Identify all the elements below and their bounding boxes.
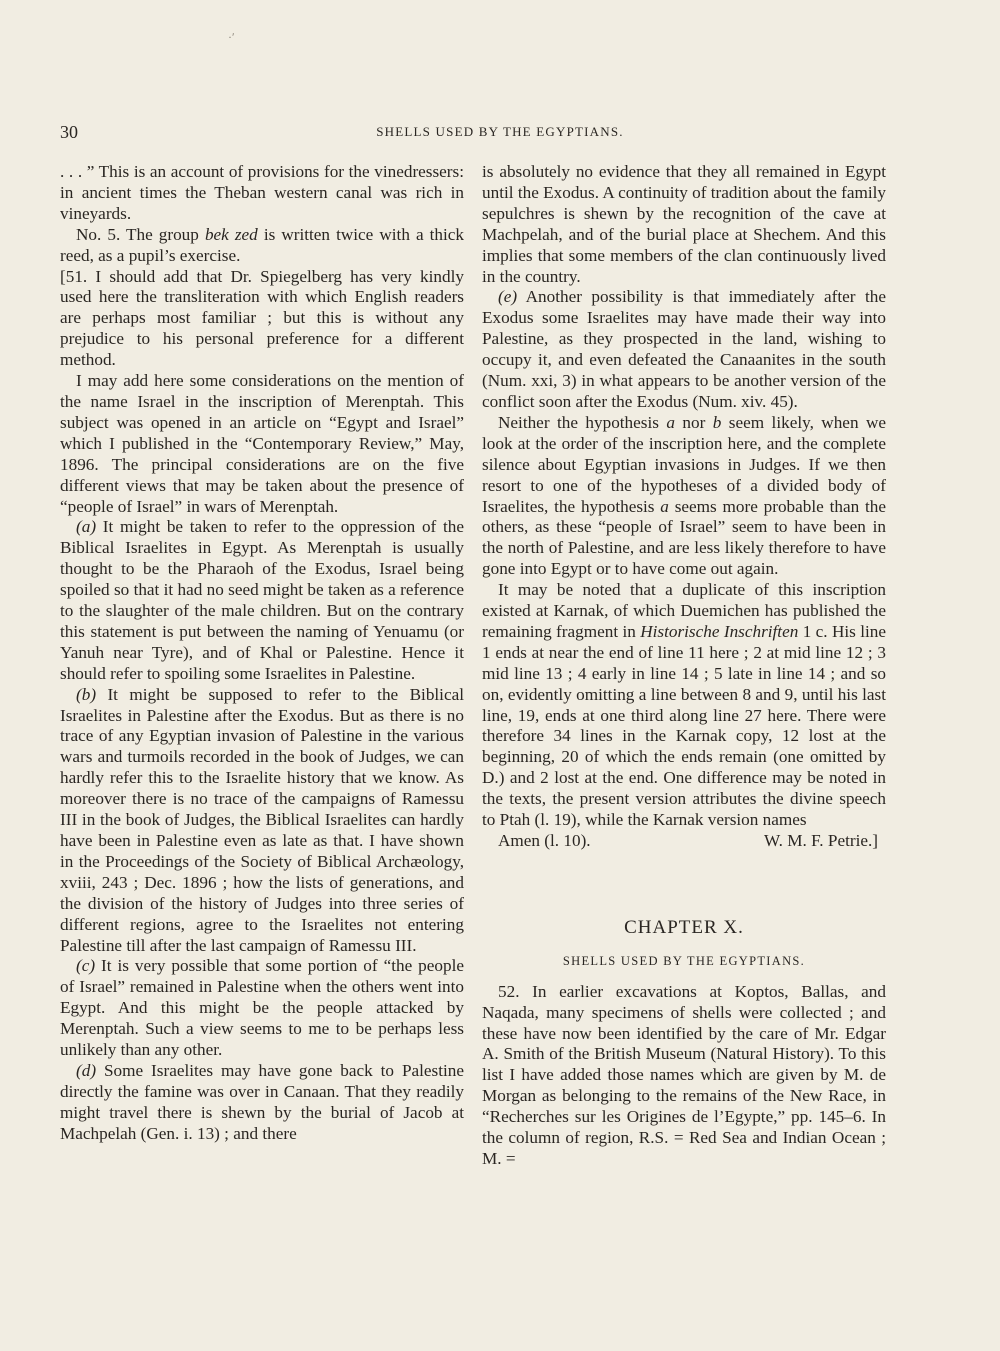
paragraph-hypothesis-a xyxy=(60,517,464,684)
paragraph-provisions: . . . ” This is an account of provisions for the vinedressers: in ancient times the Theban western canal was rich in vineyards. xyxy=(60,162,464,223)
left-column xyxy=(60,162,464,1145)
text-run: It might be supposed to refer to the Biblical Israelites in Palestine after the Exodus. But as there is no trace of any Egyptian invasion of Palestine in the various wars and turmoils recorded in the book of Judges, we can hardly refer this to the Israelite history that we know. As moreover there is no trace of the campaigns of Ramessu III in the book of Judges, the Biblical Israelites can hardly have been in Palestine even as late as that. I have shown in the Proceedings of the Society of Biblical Archæology, xviii, 243 ; Dec. 1896 ; how the lists of generations, and the division of the history of Judges into three series of different regions, agree to the Israelites not entering Palestine till after the last campaign of Ramessu III. xyxy=(60,684,464,955)
hypothesis-label: (e) xyxy=(498,287,518,307)
text-run: Amen (l. 10). xyxy=(498,831,591,850)
hypothesis-label: (b) xyxy=(76,684,97,704)
page-header xyxy=(60,122,940,144)
paragraph-no5 xyxy=(60,225,464,267)
author-signature: W. M. F. Petrie.] xyxy=(764,831,878,850)
paragraph-neither xyxy=(482,413,886,580)
text-run: It is very possible that some portion of “the people of Israel” remained in Palestine when the others went into Egypt. And this might be the people attacked by Merenptah. Such a view seems to me to be perhaps less unlikely than any other. xyxy=(60,956,464,1060)
text-run: is written twice with a thick reed, as a pupil’s exercise. xyxy=(60,224,465,265)
paper-speck: ·ʹ xyxy=(228,30,235,44)
text-run: Neither the hypothesis xyxy=(498,412,667,432)
signature-line xyxy=(482,831,886,852)
text-run: It might be taken to refer to the oppression of the Biblical Israelites in Egypt. As Merenptah is usually thought to be the Pharaoh of the Exodus, Israel being spoiled so that it had no seed might be taken as a reference to the slaughter of the male children. But on the contrary this statement is put between the naming of Yenuamu (or Yanuh near Tyre), and of Khal or Palestine. Hence it should refer to spoiling some Israelites in Palestine. xyxy=(60,517,464,683)
italic-letter: a xyxy=(660,496,669,516)
right-column xyxy=(482,162,886,1170)
paragraph-hypothesis-b xyxy=(60,685,464,957)
paragraph-karnak xyxy=(482,580,886,831)
text-run: seems more probable than the others, as these “people of Israel” seem to have been in the north of Palestine, and are less likely therefore to have gone into Egypt or to have come out again. xyxy=(482,496,886,579)
hypothesis-label: (a) xyxy=(76,517,97,537)
paragraph-hypothesis-e xyxy=(482,287,886,412)
text-run: It may be noted that a duplicate of this inscription existed at Karnak, of which Duemichen has published the remaining fragment in xyxy=(482,580,886,641)
text-run: seem likely, when we look at the order of the inscription here, and the complete silence about Egyptian invasions in Judges. If we then resort to one of the hypotheses of a divided body of Israelites, the hypothesis xyxy=(482,412,887,516)
paragraph-hypothesis-c xyxy=(60,956,464,1061)
text-run: Another possibility is that immediately after the Exodus some Israelites may have made their way into Palestine, as they prospected in the land, wishing to occupy it, and even defeated the Canaanites in the south (Num. xxi, 3) in what appears to be another version of the conflict soon after the Exodus (Num. xiv. 45). xyxy=(482,287,886,411)
italic-title: Historische Inschriften xyxy=(640,621,799,641)
text-run: Some Israelites may have gone back to Palestine directly the famine was over in Canaan. That they readily might travel there is shewn by the burial of Jacob at Machpelah (Gen. i. 13) ; and there xyxy=(60,1060,464,1143)
paragraph-continuation: is absolutely no evidence that they all remained in Egypt until the Exodus. A continuity of tradition about the family sepulchres is shewn by the recognition of the cave at Machpelah, and of the burial place at Shechem. And this implies that some members of the clan continuously lived in the country. xyxy=(482,162,886,286)
hypothesis-label: (c) xyxy=(76,956,96,976)
paragraph-hypothesis-d xyxy=(60,1061,464,1145)
text-run: nor xyxy=(674,412,713,432)
italic-letter: a xyxy=(666,412,675,432)
italic-term: bek zed xyxy=(204,224,258,244)
paragraph-israel-intro: I may add here some considerations on the mention of the name Israel in the inscription of Merenptah. This subject was opened in an article on “Egypt and Israel” which I published in the “Contemporary Review,” May, 1896. The principal considerations are on the five different views that may be taken about the presence of “people of Israel” in wars of Merenptah. xyxy=(60,371,464,516)
page-number: 30 xyxy=(60,122,78,142)
text-run: No. 5. The group xyxy=(76,224,205,244)
paragraph-52: 52. In earlier excavations at Koptos, Ballas, and Naqada, many specimens of shells were collected ; and these have now been identified by the care of Mr. Edgar A. Smith of the British Museum (Natural History). To this list I have added those names which are given by M. de Morgan as belonging to the remains of the New Race, in “Recherches sur les Origines de l’Egypte,” pp. 145–6. In the column of region, R.S. = Red Sea and Indian Ocean ; M. = xyxy=(482,981,886,1168)
text-run: 1 c. His line 1 ends at near the end of line 11 here ; 2 at mid line 12 ; 3 mid line 13 ; 4 early in line 14 ; 5 late in line 14 ; and so on, evidently omitting a line between 8 and 9, until his last line, 19, ends at one third along line 27 here. There were therefore 34 lines in the Karnak copy, 12 lost at the beginning, 20 of which the ends remain (one omitted by D.) and 2 lost at the end. One difference may be noted in the texts, the present version attributes the divine speech to Ptah (l. 19), while the Karnak version names xyxy=(482,621,886,830)
running-head: SHELLS USED BY THE EGYPTIANS. xyxy=(376,124,624,139)
chapter-subtitle: SHELLS USED BY THE EGYPTIANS. xyxy=(562,953,806,968)
chapter-title: CHAPTER X. xyxy=(624,916,744,938)
italic-letter: b xyxy=(712,412,722,432)
hypothesis-label: (d) xyxy=(76,1060,97,1080)
paragraph-51: [51. I should add that Dr. Spiegelberg has very kindly used here the transliteration with which English readers are perhaps most familiar ; but this is without any prejudice to his personal preference for a different method. xyxy=(60,266,464,370)
